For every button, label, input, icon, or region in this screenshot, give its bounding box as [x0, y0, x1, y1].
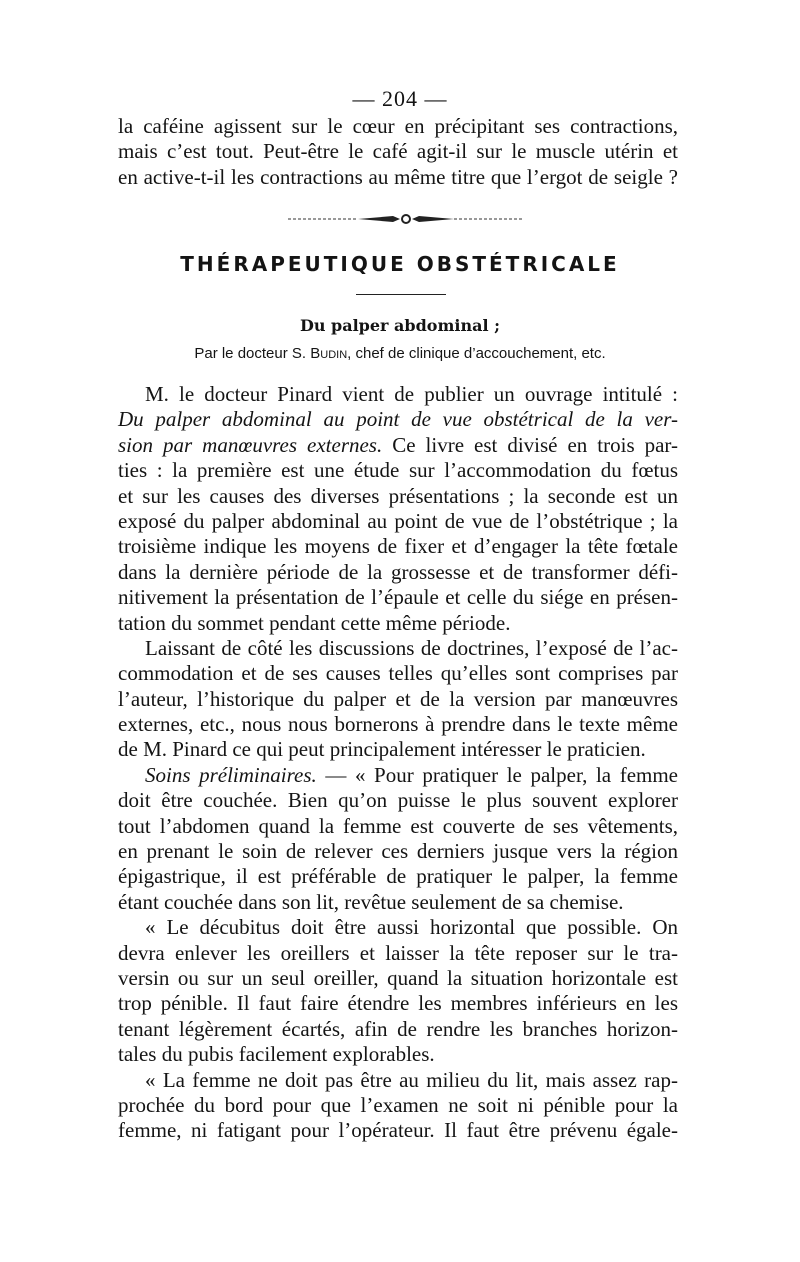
- text-line: mais c’est tout. Peut-être le café agit-il sur le muscle utérin et: [118, 139, 678, 164]
- text-line: Laissant de côté les discussions de doctrines, l’exposé de l’ac-: [145, 635, 678, 660]
- text-line: doit être couchée. Bien qu’on puisse le plus souvent explorer: [118, 788, 678, 813]
- text-line: externes, etc., nous nous bornerons à prendre dans le texte même: [118, 712, 678, 737]
- text-line: prochée du bord pour que l’examen ne soit ni pénible pour la: [118, 1092, 678, 1117]
- text-line: étant couchée dans son lit, revêtue seulement de sa chemise.: [118, 889, 624, 914]
- page-number: — 204 —: [352, 86, 448, 111]
- book-title-text: sion par manœuvres externes.: [118, 432, 383, 457]
- article-byline: [0, 345, 800, 362]
- ornament-divider: [288, 212, 524, 226]
- text-line: [118, 763, 678, 788]
- text-fragment: Ce livre est divisé en trois par-: [382, 432, 678, 457]
- text-line: « La femme ne doit pas être au milieu du lit, mais assez rap-: [145, 1067, 678, 1092]
- text-line: tout l’abdomen quand la femme est couverte de ses vêtements,: [118, 813, 678, 838]
- byline-author: Budin: [310, 345, 348, 362]
- text-line: tenant légèrement écartés, afin de rendre les branches horizon-: [118, 1016, 678, 1041]
- text-line: commodation et de ses causes telles qu’elles sont comprises par: [118, 661, 678, 686]
- text-line: tation du sommet pendant cette même période.: [118, 610, 511, 635]
- text-line: dans la dernière période de la grossesse et de transformer défi-: [118, 559, 678, 584]
- byline-prefix: Par le docteur S.: [194, 345, 311, 362]
- section-rule: [356, 294, 446, 295]
- text-line: en active-t-il les contractions au même titre que l’ergot de seigle ?: [118, 164, 678, 189]
- book-title-text: Du palper abdominal au point de vue obstétrical de la ver-: [118, 407, 678, 432]
- text-line: M. le docteur Pinard vient de publier un ouvrage intitulé :: [145, 382, 678, 406]
- byline-suffix: , chef de clinique d’accouchement, etc.: [347, 345, 606, 362]
- text-line: l’auteur, l’historique du palper et de la version par manœuvres: [118, 686, 678, 711]
- text-line: troisième indique les moyens de fixer et d’engager la tête fœtale: [118, 534, 678, 559]
- text-line: et sur les causes des diverses présentations ; la seconde est un: [118, 483, 678, 508]
- text-line: tales du pubis facilement explorables.: [118, 1042, 435, 1067]
- article-body: [118, 382, 678, 1144]
- text-line: [118, 407, 678, 432]
- text-line: épigastrique, il est préférable de pratiquer le palper, la femme: [118, 864, 678, 889]
- text-line: devra enlever les oreillers et laisser la tête reposer sur le tra-: [118, 940, 678, 965]
- text-line: [118, 433, 678, 458]
- text-line: exposé du palper abdominal au point de vue de l’obstétrique ; la: [118, 508, 678, 533]
- article-title: Du palper abdominal ;: [299, 316, 501, 335]
- text-line: versin ou sur un seul oreiller, quand la situation horizontale est: [118, 965, 678, 990]
- subheading-text: Soins préliminaires.: [145, 762, 317, 787]
- text-line: « Le décubitus doit être aussi horizontal que possible. On: [145, 915, 678, 940]
- text-line: nitivement la présentation de l’épaule et celle du siége en présen-: [118, 585, 678, 610]
- section-title: THÉRAPEUTIQUE OBSTÉTRICALE: [180, 252, 620, 276]
- text-line: en prenant le soin de relever ces derniers jusque vers la région: [118, 839, 678, 864]
- intro-paragraph: [118, 114, 678, 190]
- text-line: de M. Pinard ce qui peut principalement intéresser le praticien.: [118, 737, 646, 762]
- text-line: femme, ni fatigant pour l’opérateur. Il faut être prévenu égale-: [118, 1118, 678, 1143]
- text-fragment: — « Pour pratiquer le palper, la femme: [316, 762, 679, 787]
- text-line: la caféine agissent sur le cœur en précipitant ses contractions,: [118, 114, 678, 138]
- text-line: trop pénible. Il faut faire étendre les membres inférieurs en les: [118, 991, 678, 1016]
- text-line: ties : la première est une étude sur l’accommodation du fœtus: [118, 458, 678, 483]
